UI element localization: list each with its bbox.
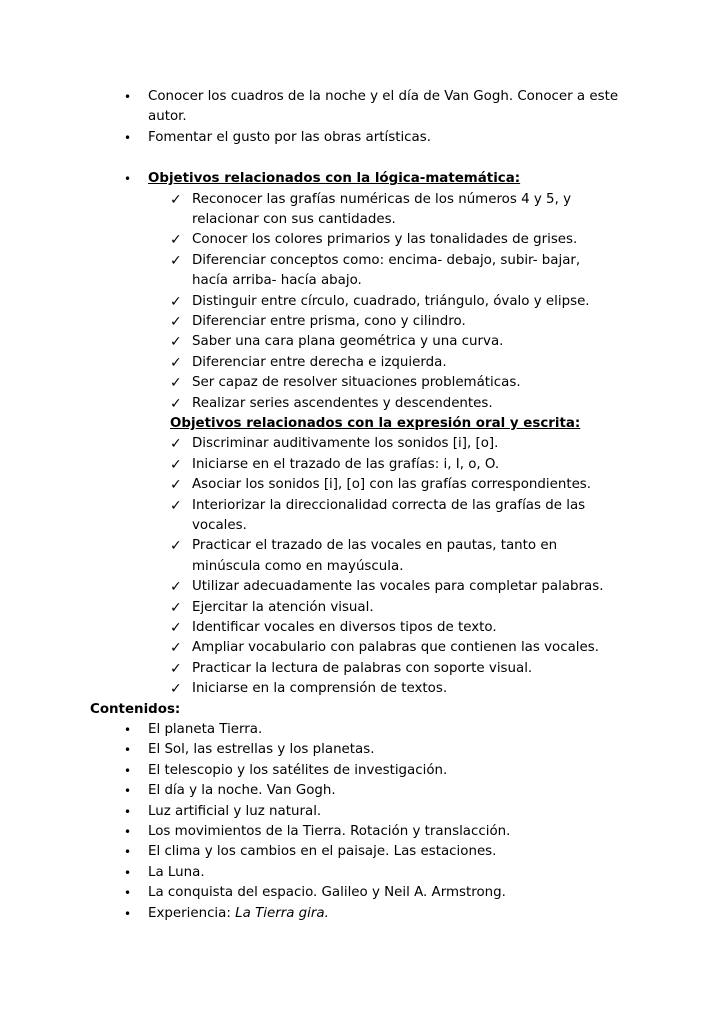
bullet-dot: • [124,90,132,104]
check-icon: ✓ [170,252,182,269]
check-icon: ✓ [170,293,182,310]
contenido-item: El Sol, las estrellas y los planetas. [148,742,375,758]
check-icon: ✓ [170,354,182,371]
contenido-item: La conquista del espacio. Galileo y Neil A. Armstrong. [148,885,506,901]
logic-objective-item: Conocer los colores primarios y las tonalidades de grises. [192,232,578,248]
contenido-item: El telescopio y los satélites de investigación. [148,762,448,778]
check-icon: ✓ [170,497,182,514]
intro-bullet-text: Conocer los cuadros de la noche y el día de Van Gogh. Conocer a este [148,89,619,104]
check-icon: ✓ [170,579,182,596]
oral-objective-item: Interiorizar la direccionalidad correcta de las grafías de las [192,497,586,513]
check-icon: ✓ [170,538,182,555]
check-icon: ✓ [170,477,182,494]
bullet-dot: • [124,845,132,860]
contenido-item: Luz artificial y luz natural. [148,803,322,819]
bullet-dot: • [124,825,132,839]
logic-objective-item: Distinguir entre círculo, cuadrado, triángulo, óvalo y elipse. [192,293,590,309]
logic-objective-item: Diferenciar entre prisma, cono y cilindro. [192,314,466,329]
logic-objective-item: hacía arriba- hacía abajo. [192,273,362,289]
contenido-item: Los movimientos de la Tierra. Rotación y translacción. [148,824,511,839]
check-icon: ✓ [170,314,182,330]
check-icon: ✓ [170,681,182,698]
logic-objective-item: Diferenciar conceptos como: encima- debajo, subir- bajar, [192,252,581,268]
check-icon: ✓ [170,640,182,657]
check-icon: ✓ [170,620,182,636]
oral-objective-item: Iniciarse en el trazado de las grafías: i, I, o, O. [192,456,500,472]
check-icon: ✓ [170,660,182,677]
oral-objective-item: vocales. [192,518,247,533]
bullet-dot: • [124,723,132,737]
oral-objective-item: Ejercitar la atención visual. [192,599,374,615]
bullet-dot: • [124,763,132,778]
check-icon: ✓ [170,395,182,412]
logic-objective-item: Reconocer las grafías numéricas de los números 4 y 5, y [192,191,572,207]
oral-objective-item: Asociar los sonidos [i], [o] con las grafías correspondientes. [192,477,592,493]
bullet-dot: • [124,865,132,880]
oral-objective-item: Identificar vocales en diversos tipos de texto. [192,620,497,635]
check-icon: ✓ [170,232,182,249]
check-icon: ✓ [170,436,182,453]
contenido-item: El día y la noche. Van Gogh. [148,783,336,799]
experiencia-prefix: Experiencia: [148,905,236,921]
oral-objective-item: minúscula como en mayúscula. [192,558,404,574]
oral-objective-item: Practicar la lectura de palabras con soporte visual. [192,660,533,676]
contenido-item: El clima y los cambios en el paisaje. Las estaciones. [148,844,497,860]
oral-objective-item: Ampliar vocabulario con palabras que contienen las vocales. [192,640,599,656]
experiencia-title: La Tierra gira. [235,905,329,921]
bullet-dot: • [124,906,132,921]
contenido-item: El planeta Tierra. [148,722,263,737]
oral-objective-item: Utilizar adecuadamente las vocales para completar palabras. [192,579,604,595]
logic-objective-item: Ser capaz de resolver situaciones problemáticas. [192,375,521,391]
logic-objective-item: Realizar series ascendentes y descendentes. [192,395,493,411]
check-icon: ✓ [170,375,182,392]
oral-objective-item: Practicar el trazado de las vocales en pautas, tanto en [192,538,558,554]
bullet-dot: • [124,804,132,819]
check-icon: ✓ [170,599,182,616]
logic-objectives-heading: Objetivos relacionados con la lógica-matemática: [148,171,521,187]
intro-bullet-text: autor. [148,109,187,125]
bullet-dot: • [124,172,132,187]
bullet-dot: • [124,743,132,758]
logic-objective-item: Diferenciar entre derecha e izquierda. [192,354,447,370]
contenido-item: La Luna. [148,864,205,880]
check-icon: ✓ [170,456,182,473]
contenidos-heading: Contenidos: [90,701,181,717]
oral-objective-item: Iniciarse en la comprensión de textos. [192,681,448,697]
bullet-dot: • [124,784,132,799]
intro-bullet-text: Fomentar el gusto por las obras artísticas. [148,129,431,145]
check-icon: ✓ [170,191,182,208]
bullet-dot: • [124,886,132,901]
logic-objective-item: relacionar con sus cantidades. [192,212,396,227]
experiencia-item [148,904,329,924]
oral-objectives-heading: Objetivos relacionados con la expresión oral y escrita: [170,416,581,431]
oral-objective-item: Discriminar auditivamente los sonidos [i], [o]. [192,436,499,452]
check-icon: ✓ [170,334,182,351]
bullet-dot: • [124,130,132,145]
logic-objective-item: Saber una cara plana geométrica y una curva. [192,334,504,350]
